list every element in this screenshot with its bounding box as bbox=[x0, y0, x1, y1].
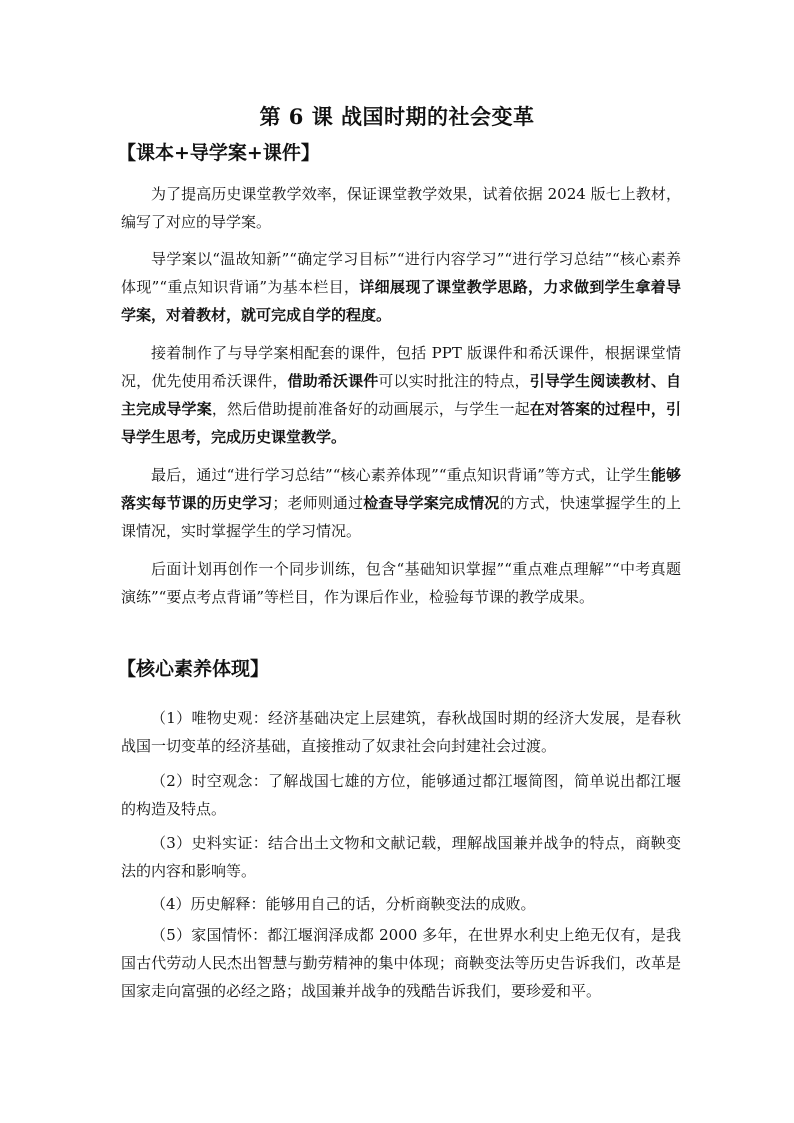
core-item-3: （3）史料实证：结合出土文物和文献记载，理解战国兼并战争的特点，商鞅变法的内容和影响等。 bbox=[121, 834, 681, 880]
intro-paragraph-3 bbox=[121, 339, 681, 451]
intro-p2-bold: 详细展现了课堂教学思路，力求做到学生拿着导学案，对着教材，就可完成自学的程度。 bbox=[121, 278, 681, 324]
intro-p3-bold-b: 借助希沃课件 bbox=[287, 372, 379, 390]
intro-paragraph-2 bbox=[121, 245, 681, 329]
intro-p3-text-e: ，然后借助提前准备好的动画展示，与学生一起 bbox=[211, 400, 530, 418]
lesson-title: 第 6 课 战国时期的社会变革 bbox=[259, 104, 535, 129]
intro-paragraph-5: 后面计划再创作一个同步训练，包含“基础知识掌握”“重点难点理解”“中考真题演练”“要点考点背诵”等栏目，作为课后作业，检验每节课的教学成果。 bbox=[121, 560, 681, 606]
core-item-1: （1）唯物史观：经济基础决定上层建筑，春秋战国时期的经济大发展，是春秋战国一切变革的经济基础，直接推动了奴隶社会向封建社会过渡。 bbox=[121, 709, 681, 755]
intro-p4-bold-b: 能够落实每节课的历史学习 bbox=[121, 466, 681, 512]
intro-p4-text-c: ；老师则通过 bbox=[272, 494, 364, 512]
section-heading-core-literacy: 【核心素养体现】 bbox=[117, 658, 270, 680]
intro-paragraph-4 bbox=[121, 461, 681, 545]
intro-p4-text-a: 最后，通过“进行学习总结”“核心素养体现”“重点知识背诵”等方式，让学生 bbox=[151, 466, 651, 484]
intro-p4-bold-d: 检查导学案完成情况 bbox=[363, 494, 500, 512]
intro-p3-bold-f: 在对答案的过程中，引导学生思考，完成历史课堂教学。 bbox=[121, 400, 681, 446]
core-item-5: （5）家国情怀：都江堰润泽成都 2000 多年，在世界水利史上绝无仅有，是我国古代劳动人民杰出智慧与勤劳精神的集中体现；商鞅变法等历史告诉我们，改革是国家走向富强的必经之路；战国兼并战争的残酷告诉我们，要珍爱和平。 bbox=[121, 926, 681, 1000]
intro-p4-text-e: 的方式，快速掌握学生的上课情况，实时掌握学生的学习情况。 bbox=[121, 494, 681, 540]
intro-paragraph-1: 为了提高历史课堂教学效率，保证课堂教学效果，试着依据 2024 版七上教材，编写了对应的导学案。 bbox=[121, 185, 681, 231]
intro-p3-text-a: 接着制作了与导学案相配套的课件，包括 PPT 版课件和希沃课件，根据课堂情况，优先使用希沃课件， bbox=[121, 344, 681, 390]
intro-p3-text-c: 可以实时批注的特点， bbox=[378, 372, 530, 390]
intro-p3-bold-d: 引导学生阅读教材、自主完成导学案 bbox=[121, 372, 681, 418]
intro-p2-text: 导学案以“温故知新”“确定学习目标”“进行内容学习”“进行学习总结”“核心素养体现”“重点知识背诵”为基本栏目， bbox=[121, 250, 681, 296]
core-item-4: （4）历史解释：能够用自己的话，分析商鞅变法的成败。 bbox=[151, 895, 536, 913]
section-heading-materials: 【课本+导学案+课件】 bbox=[117, 142, 320, 164]
core-item-2: （2）时空观念：了解战国七雄的方位，能够通过都江堰简图，简单说出都江堰的构造及特点。 bbox=[121, 772, 681, 818]
